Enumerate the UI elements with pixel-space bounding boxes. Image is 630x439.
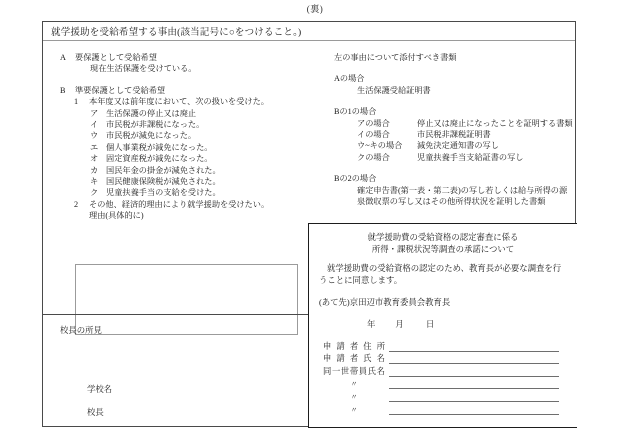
reason-option-b1-i[interactable] <box>60 119 308 130</box>
reason-text-b1-ki: 国民健康保険税が減免された。 <box>106 177 221 187</box>
documents-row-b1-ku <box>357 152 584 163</box>
reason-option-b1-e[interactable] <box>60 142 308 153</box>
ditto-mark-icon-3: 〃 <box>350 405 358 414</box>
reason-option-a[interactable] <box>60 52 308 63</box>
reason-option-b2[interactable] <box>60 199 308 210</box>
reason-heading-a: 要保護として受給希望 <box>75 53 157 62</box>
principal-opinion-section <box>43 314 309 428</box>
reason-text-b1-i: 市民税が非課税になった。 <box>106 120 205 130</box>
documents-doc-b1-i: 市民税非課税証明書 <box>417 130 491 140</box>
reason-mark-b1: 1 <box>74 97 79 107</box>
reason-heading-b: 準要保護として受給希望 <box>75 85 166 95</box>
signature-row-household-member-3[interactable] <box>323 389 577 402</box>
spacer <box>334 163 584 173</box>
household-member-field-3[interactable] <box>389 392 559 402</box>
spacer <box>334 96 584 106</box>
reason-text-b1-u: 市民税が減免になった。 <box>106 131 197 141</box>
form-frame <box>42 21 576 427</box>
ditto-mark-icon-2: 〃 <box>350 392 358 401</box>
documents-case-b1-ku: クの場合 <box>357 152 390 162</box>
documents-doc-b1-ku: 児童扶養手当支給証書の写し <box>417 152 524 162</box>
documents-case-b1-a: アの場合 <box>357 118 390 128</box>
signature-block <box>323 339 577 415</box>
documents-item-b2-line1: 確定申告書(第一表・第二表)の写し若しくは給与所得の源 <box>357 185 568 195</box>
date-year-label: 年 <box>367 320 376 329</box>
documents-case-b1-u-ki: ウ~キの場合 <box>357 141 403 151</box>
reason-mark-a: A <box>60 53 66 62</box>
page-side-marker: (裏) <box>306 4 324 14</box>
reason-text-b1-ka: 国民年金の掛金が減免された。 <box>106 165 221 175</box>
reason-mark-b2: 2 <box>74 199 79 209</box>
reasons-column <box>43 41 309 314</box>
reason-text-b1-o: 固定資産税が減免になった。 <box>106 154 213 164</box>
reason-text-b2: その他、経済的理由により就学援助を受けたい。 <box>89 199 270 209</box>
reason-option-b1-a[interactable] <box>60 108 308 119</box>
reasons-list <box>60 52 308 222</box>
documents-row-b1-u-ki <box>357 140 584 151</box>
documents-group-label-a: Aの場合 <box>334 74 365 84</box>
signature-row-household-member-2[interactable] <box>323 377 577 390</box>
reason-mark-b1-ki: キ <box>90 177 99 187</box>
principal-opinion-label: 校長の所見 <box>60 326 102 335</box>
signature-row-household-member-4[interactable] <box>323 402 577 415</box>
reason-option-b1-ku[interactable] <box>60 187 308 198</box>
documents-item-a-1: 生活保護受給証明書 <box>357 85 431 95</box>
reason-mark-b1-u: ウ <box>90 131 99 141</box>
reason-mark-b1-ku: ク <box>90 188 99 198</box>
form-title-bar <box>43 22 575 41</box>
form-title: 就学援助を受給希望する事由(該当記号に○をつけること。) <box>51 28 302 38</box>
documents-heading: 左の事由について添付すべき書類 <box>334 53 457 62</box>
documents-doc-b1-u-ki: 減免決定通知書の写し <box>417 141 499 151</box>
spacer <box>60 75 308 85</box>
signature-row-household-member[interactable] <box>323 364 577 377</box>
signature-row-applicant-address[interactable] <box>323 339 577 352</box>
spacer <box>334 63 584 73</box>
reason-option-b1-ka[interactable] <box>60 165 308 176</box>
consent-title-line-2: 所得・課税状況等調査の承諾について <box>371 244 515 254</box>
reason-detail-a: 現在生活保護を受けている。 <box>90 64 197 74</box>
reason-mark-b1-i: イ <box>90 120 99 130</box>
reason-option-b1[interactable] <box>60 96 308 107</box>
reason-text-b1: 本年度又は前年度において、次の扱いを受けた。 <box>89 97 269 107</box>
consent-box <box>308 223 577 428</box>
consent-date-row[interactable] <box>309 318 577 330</box>
reason-b2-subtext: 理由(具体的に) <box>89 211 144 221</box>
consent-body-text: 就学援助費の受給資格の認定のため、教育長が必要な調査を行うことに同意します。 <box>319 264 562 285</box>
signature-row-applicant-name[interactable] <box>323 352 577 365</box>
reason-text-b1-ku: 児童扶養手当の支給を受けた。 <box>106 188 221 198</box>
household-member-field-2[interactable] <box>389 379 559 389</box>
date-day-label: 日 <box>425 320 435 329</box>
reason-option-b1-u[interactable] <box>60 130 308 141</box>
reason-option-b1-ki[interactable] <box>60 176 308 187</box>
reason-text-b1-a: 生活保護の停止又は廃止 <box>106 108 197 118</box>
documents-row-b1-i <box>357 129 584 140</box>
reason-option-b1-o[interactable] <box>60 153 308 164</box>
principal-name-label: 校長 <box>87 408 104 417</box>
reason-mark-b1-a: ア <box>90 108 99 118</box>
reason-mark-b: B <box>60 85 66 95</box>
reason-option-b[interactable] <box>60 85 308 96</box>
applicant-address-label: 申請者住所 <box>323 341 385 351</box>
documents-case-b1-i: イの場合 <box>357 130 390 140</box>
reason-text-b1-e: 個人事業税が減免になった。 <box>106 142 213 152</box>
documents-list <box>334 52 584 207</box>
documents-item-b2-line2: 泉徴収票の写し又はその他所得状況を証明した書類 <box>357 197 546 207</box>
household-member-field-4[interactable] <box>389 405 559 415</box>
date-month-label: 月 <box>395 320 405 329</box>
consent-title <box>309 232 577 255</box>
reason-mark-b1-o: オ <box>90 154 99 164</box>
documents-row-b1-a <box>357 118 584 129</box>
documents-group-label-b1: Bの1の場合 <box>334 107 377 117</box>
school-name-label: 学校名 <box>87 385 113 394</box>
consent-addressee: (あて先)京田辺市教育委員会教育長 <box>319 298 451 307</box>
reason-mark-b1-e: エ <box>90 142 99 152</box>
documents-doc-b1-a: 停止又は廃止になったことを証明する書類 <box>417 118 573 128</box>
reason-mark-b1-ka: カ <box>90 165 99 175</box>
applicant-name-label: 申請者氏名 <box>323 354 385 364</box>
applicant-address-field[interactable] <box>389 342 559 352</box>
household-member-label: 同一世帯員氏名 <box>323 366 385 376</box>
documents-group-label-b2: Bの2の場合 <box>334 174 377 184</box>
ditto-mark-icon-1: 〃 <box>350 380 358 389</box>
household-member-field[interactable] <box>389 367 559 377</box>
consent-title-line-1: 就学援助費の受給資格の認定審査に係る <box>367 233 519 242</box>
applicant-name-field[interactable] <box>389 354 559 364</box>
